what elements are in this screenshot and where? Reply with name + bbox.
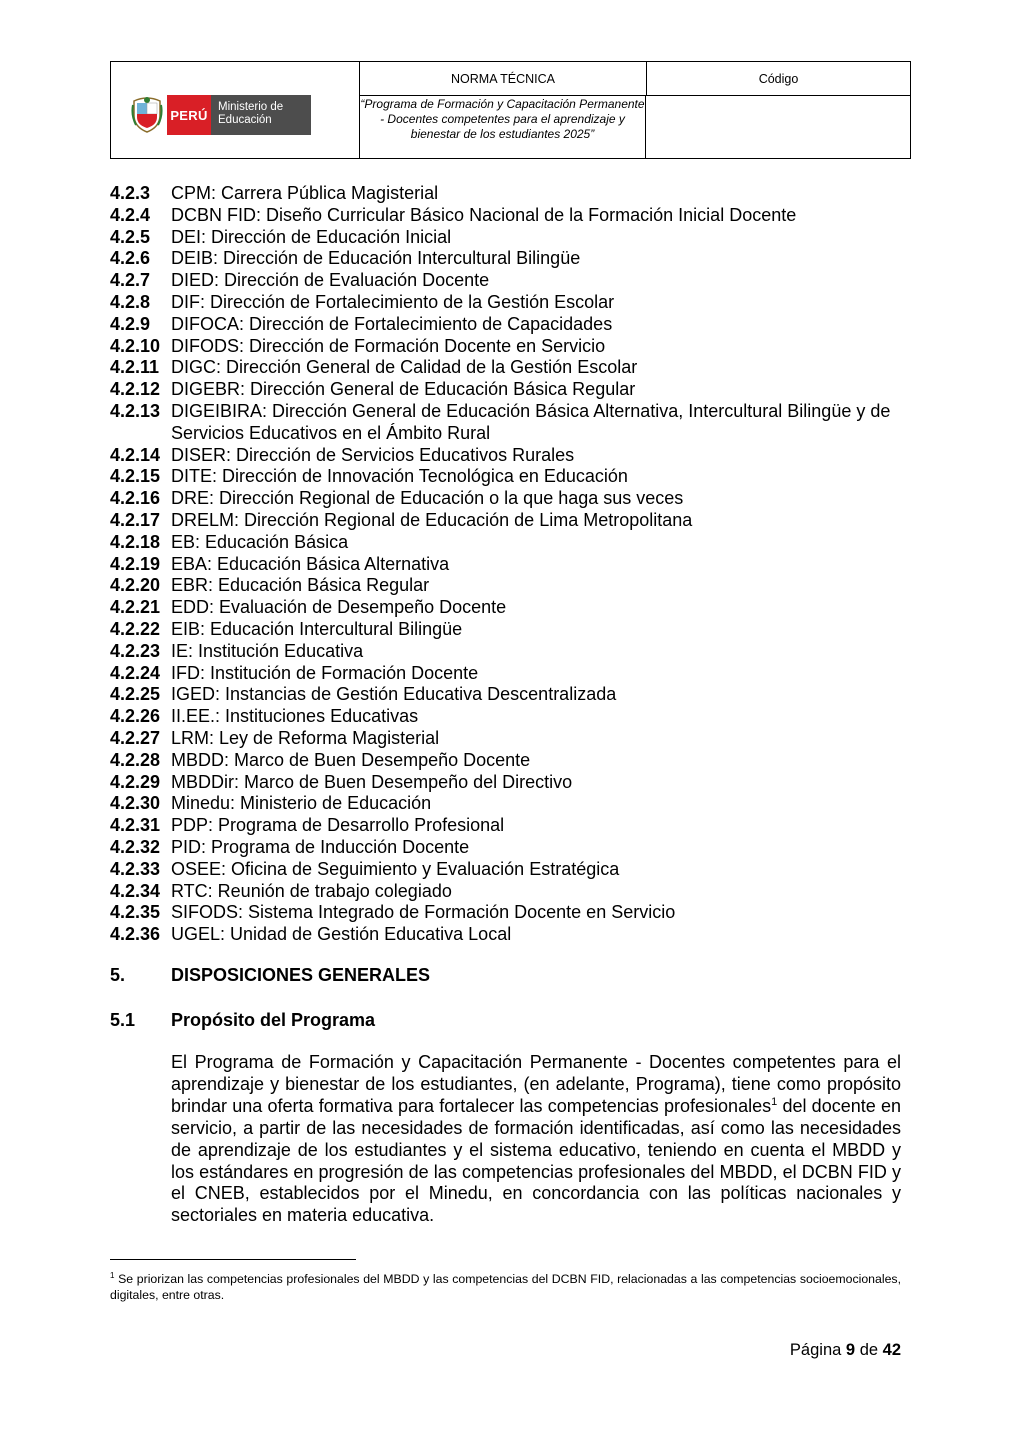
abbreviation-item xyxy=(110,881,910,903)
abbreviation-item xyxy=(110,924,910,946)
abbreviation-number: 4.2.14 xyxy=(110,444,161,465)
abbreviation-item xyxy=(110,663,910,685)
document-header xyxy=(110,61,911,159)
abbreviation-text: DRE: Dirección Regional de Educación o la que haga sus veces xyxy=(171,488,684,509)
abbreviation-text: DCBN FID: Diseño Curricular Básico Nacional de la Formación Inicial Docente xyxy=(171,204,797,225)
abbreviation-number: 4.2.18 xyxy=(110,531,161,552)
abbreviation-number: 4.2.10 xyxy=(110,335,161,356)
footnote-number: 1 xyxy=(110,1271,115,1280)
abbreviation-text: DEI: Dirección de Educación Inicial xyxy=(171,226,452,247)
abbreviation-text: II.EE.: Instituciones Educativas xyxy=(171,706,419,727)
footnote xyxy=(110,1268,901,1303)
abbreviation-number: 4.2.5 xyxy=(110,226,151,247)
abbreviation-item xyxy=(110,793,910,815)
abbreviation-text: DIF: Dirección de Fortalecimiento de la Gestión Escolar xyxy=(171,291,615,312)
abbreviation-number: 4.2.27 xyxy=(110,727,161,748)
abbreviation-number: 4.2.6 xyxy=(110,248,151,269)
abbreviation-number: 4.2.34 xyxy=(110,880,161,901)
abbreviation-number: 4.2.17 xyxy=(110,509,161,530)
abbreviations-list xyxy=(110,183,910,946)
abbreviation-item xyxy=(110,248,910,270)
page-number xyxy=(790,1341,901,1360)
abbreviation-item xyxy=(110,619,910,641)
abbreviation-number: 4.2.26 xyxy=(110,706,161,727)
page-total: 42 xyxy=(882,1341,901,1359)
abbreviation-item xyxy=(110,510,910,532)
abbreviation-text: DIGEBR: Dirección General de Educación Básica Regular xyxy=(171,379,636,400)
abbreviation-text: DIGEIBIRA: Dirección General de Educación Básica Alternativa, Intercultural Bilingüe y de Servicios Educativos en el Ámbito Rural xyxy=(171,400,891,443)
abbreviation-number: 4.2.19 xyxy=(110,553,161,574)
code-label: Código xyxy=(647,62,910,96)
abbreviation-text: IE: Institución Educativa xyxy=(171,640,364,661)
abbreviation-number: 4.2.21 xyxy=(110,597,161,618)
abbreviation-item xyxy=(110,292,910,314)
abbreviation-text: DIFODS: Dirección de Formación Docente en Servicio xyxy=(171,335,606,356)
abbreviation-item xyxy=(110,597,910,619)
paragraph-text: del docente en servicio, a partir de las necesidades de formación identificadas, así como las necesidades de aprendizaje de los estudiantes y el sistema educativo, teniendo en cuenta el MBDD y los estándares en progresión de las competencias profesionales del MBDD, el DCBN FID y el CNEB, establecidos por el Minedu, en concordancia con las políticas nacionales y sectoriales en materia educativa. xyxy=(171,1095,901,1226)
abbreviation-item xyxy=(110,859,910,881)
abbreviation-text: DRELM: Dirección Regional de Educación de Lima Metropolitana xyxy=(171,509,693,530)
page-label: Página xyxy=(789,1341,842,1359)
abbreviation-number: 4.2.9 xyxy=(110,313,151,334)
abbreviation-number: 4.2.12 xyxy=(110,379,161,400)
code-value xyxy=(647,96,910,158)
abbreviation-item xyxy=(110,379,910,401)
abbreviation-number: 4.2.8 xyxy=(110,291,151,312)
footnote-reference[interactable]: 1 xyxy=(771,1095,778,1108)
footnote-divider xyxy=(110,1259,356,1260)
doc-title-close-quote: ” xyxy=(590,127,595,141)
abbreviation-item xyxy=(110,815,910,837)
abbreviation-text: Minedu: Ministerio de Educación xyxy=(171,793,432,814)
abbreviation-item xyxy=(110,641,910,663)
coat-of-arms-icon xyxy=(131,95,163,133)
section-heading-5 xyxy=(110,965,430,986)
abbreviation-item xyxy=(110,445,910,467)
abbreviation-text: OSEE: Oficina de Seguimiento y Evaluación Estratégica xyxy=(171,858,620,879)
logo-cell xyxy=(111,62,360,158)
abbreviation-text: DEIB: Dirección de Educación Intercultural Bilingüe xyxy=(171,248,581,269)
abbreviation-text: MBDD: Marco de Buen Desempeño Docente xyxy=(171,749,531,770)
abbreviation-number: 4.2.30 xyxy=(110,793,161,814)
abbreviation-number: 4.2.13 xyxy=(110,400,161,421)
abbreviation-number: 4.2.32 xyxy=(110,836,161,857)
abbreviation-number: 4.2.36 xyxy=(110,924,161,945)
abbreviation-number: 4.2.4 xyxy=(110,204,151,225)
abbreviation-number: 4.2.25 xyxy=(110,684,161,705)
abbreviation-number: 4.2.23 xyxy=(110,640,161,661)
abbreviation-number: 4.2.35 xyxy=(110,902,161,923)
section-number: 5.1 xyxy=(110,1010,136,1030)
abbreviation-number: 4.2.15 xyxy=(110,466,161,487)
abbreviation-text: DIED: Dirección de Evaluación Docente xyxy=(171,270,490,291)
abbreviation-item xyxy=(110,706,910,728)
page-of: de xyxy=(859,1341,879,1359)
abbreviation-item xyxy=(110,902,910,924)
purpose-paragraph xyxy=(171,1052,901,1227)
abbreviation-number: 4.2.24 xyxy=(110,662,161,683)
ministry-logo xyxy=(131,95,311,135)
abbreviation-item xyxy=(110,728,910,750)
section-title: Propósito del Programa xyxy=(171,1010,376,1030)
abbreviation-item xyxy=(110,205,910,227)
abbreviation-item xyxy=(110,466,910,488)
doc-title-open-quote: “ xyxy=(360,97,365,111)
abbreviation-item xyxy=(110,314,910,336)
doc-type: NORMA TÉCNICA xyxy=(360,62,647,96)
abbreviation-number: 4.2.29 xyxy=(110,771,161,792)
abbreviation-text: DISER: Dirección de Servicios Educativos Rurales xyxy=(171,444,575,465)
section-title: DISPOSICIONES GENERALES xyxy=(171,965,431,985)
abbreviation-text: PDP: Programa de Desarrollo Profesional xyxy=(171,815,505,836)
abbreviation-item xyxy=(110,837,910,859)
abbreviation-item xyxy=(110,227,910,249)
abbreviation-number: 4.2.28 xyxy=(110,749,161,770)
abbreviation-item xyxy=(110,270,910,292)
abbreviation-item xyxy=(110,488,910,510)
abbreviation-item xyxy=(110,532,910,554)
abbreviation-number: 4.2.20 xyxy=(110,575,161,596)
abbreviation-item xyxy=(110,336,910,358)
abbreviation-text: IFD: Institución de Formación Docente xyxy=(171,662,479,683)
abbreviation-item xyxy=(110,772,910,794)
doc-title-text: Programa de Formación y Capacitación Permanente - Docentes competentes para el aprendizaje y bienestar de los estudiantes 2025 xyxy=(364,97,645,141)
abbreviation-item xyxy=(110,401,910,445)
abbreviation-text: DIGC: Dirección General de Calidad de la Gestión Escolar xyxy=(171,357,638,378)
abbreviation-text: DIFOCA: Dirección de Fortalecimiento de Capacidades xyxy=(171,313,613,334)
abbreviation-text: SIFODS: Sistema Integrado de Formación Docente en Servicio xyxy=(171,902,676,923)
abbreviation-number: 4.2.22 xyxy=(110,618,161,639)
abbreviation-number: 4.2.31 xyxy=(110,815,161,836)
abbreviation-item xyxy=(110,575,910,597)
abbreviation-number: 4.2.3 xyxy=(110,183,151,203)
abbreviation-item xyxy=(110,750,910,772)
logo-ministry-text: Ministerio de Educación xyxy=(211,95,311,135)
section-number: 5. xyxy=(110,965,126,985)
section-heading-5-1 xyxy=(110,1010,375,1031)
abbreviation-text: IGED: Instancias de Gestión Educativa Descentralizada xyxy=(171,684,617,705)
abbreviation-text: MBDDir: Marco de Buen Desempeño del Directivo xyxy=(171,771,573,792)
abbreviation-text: DITE: Dirección de Innovación Tecnológica en Educación xyxy=(171,466,628,487)
abbreviation-item xyxy=(110,183,910,205)
abbreviation-item xyxy=(110,554,910,576)
abbreviation-text: EB: Educación Básica xyxy=(171,531,349,552)
abbreviation-text: EDD: Evaluación de Desempeño Docente xyxy=(171,597,507,618)
abbreviation-text: LRM: Ley de Reforma Magisterial xyxy=(171,727,440,748)
abbreviation-number: 4.2.11 xyxy=(110,357,160,378)
page-current: 9 xyxy=(845,1341,856,1359)
abbreviation-text: EBA: Educación Básica Alternativa xyxy=(171,553,450,574)
abbreviation-number: 4.2.33 xyxy=(110,858,161,879)
abbreviation-text: EBR: Educación Básica Regular xyxy=(171,575,430,596)
abbreviation-text: PID: Programa de Inducción Docente xyxy=(171,836,470,857)
abbreviation-item xyxy=(110,357,910,379)
doc-title xyxy=(360,96,646,158)
logo-country-text: PERÚ xyxy=(167,95,211,135)
abbreviation-text: RTC: Reunión de trabajo colegiado xyxy=(171,880,452,901)
abbreviation-number: 4.2.7 xyxy=(110,270,151,291)
paragraph-text: El Programa de Formación y Capacitación Permanente - Docentes competentes para el aprendizaje y bienestar de los estudiantes, (en adelante, Programa), tiene como propósito brindar una oferta formativa para fortalecer las competencias profesionales xyxy=(171,1052,901,1116)
abbreviation-text: EIB: Educación Intercultural Bilingüe xyxy=(171,618,463,639)
footnote-text: Se priorizan las competencias profesionales del MBDD y las competencias del DCBN FID, relacionadas a las competencias socioemocionales, digitales, entre otras. xyxy=(110,1272,901,1303)
abbreviation-number: 4.2.16 xyxy=(110,488,161,509)
abbreviation-text: CPM: Carrera Pública Magisterial xyxy=(171,183,439,203)
abbreviation-text: UGEL: Unidad de Gestión Educativa Local xyxy=(171,924,512,945)
abbreviation-item xyxy=(110,684,910,706)
